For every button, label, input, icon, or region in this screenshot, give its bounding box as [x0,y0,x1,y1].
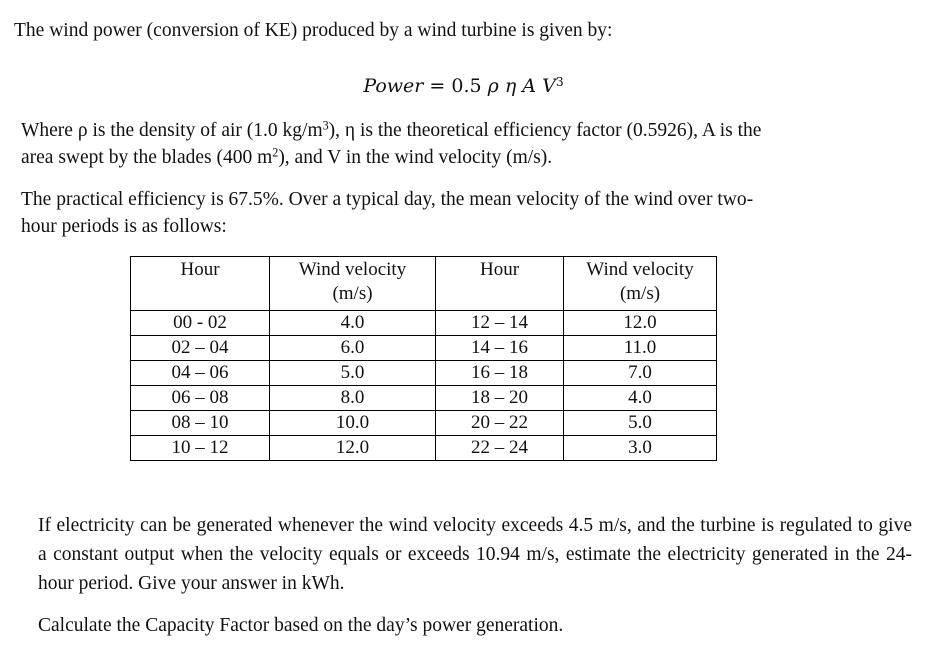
formula-velocity: V [542,75,556,97]
table-row [131,386,717,411]
hour-cell: 04 – 06 [131,361,270,386]
hour-cell: 12 – 14 [436,311,564,336]
table-row [131,361,717,386]
header-hour-label: Hour [180,259,220,280]
table-row [131,411,717,436]
velocity-cell: 6.0 [270,336,436,361]
hour-cell: 00 - 02 [131,311,270,336]
header-velocity-unit: (m/s) [332,283,373,304]
hour-cell: 02 – 04 [131,336,270,361]
velocity-cell: 8.0 [270,386,436,411]
velocity-cell: 3.0 [564,436,717,461]
table-header-row [131,257,717,311]
intro-text: The wind power (conversion of KE) produced by a wind turbine is given by: [14,20,613,41]
definitions-text: area swept by the blades (400 m [21,147,273,168]
wind-velocity-table [130,256,717,461]
question-paragraph: If electricity can be generated whenever the wind velocity exceeds 4.5 m/s, and the turbine is regulated to give a constant output when the velocity equals or exceeds 10.94 m/s, estimate the electricity generated in the 24-hour period. Give your answer in kWh. [38,515,912,594]
hour-cell: 16 – 18 [436,361,564,386]
hour-cell: 08 – 10 [131,411,270,436]
hour-cell: 10 – 12 [131,436,270,461]
header-wind-velocity [564,257,717,311]
velocity-cell: 4.0 [270,311,436,336]
header-velocity-label: Wind velocity [586,259,694,280]
header-wind-velocity [270,257,436,311]
formula-coefficient: 0.5 [451,75,482,97]
table-row [131,336,717,361]
velocity-cell: 10.0 [270,411,436,436]
formula-rho: ρ [487,75,499,97]
power-formula [0,73,927,100]
hour-cell: 18 – 20 [436,386,564,411]
definitions-text: ), and V in the wind velocity (m/s). [278,147,553,168]
superscript-3: 3 [322,118,329,133]
formula-eta: η [504,75,517,97]
hour-cell: 22 – 24 [436,436,564,461]
definitions-paragraph [21,117,761,171]
superscript-2: 2 [272,145,279,160]
capacity-factor-question: Calculate the Capacity Factor based on the day’s power generation. [38,615,564,636]
efficiency-line-2: hour periods is as follows: [21,216,227,237]
table-row [131,436,717,461]
definitions-line-2 [21,144,761,171]
efficiency-paragraph [21,186,753,240]
formula-lhs: Power [363,75,424,97]
hour-cell: 20 – 22 [436,411,564,436]
velocity-cell: 5.0 [564,411,717,436]
header-hour-label: Hour [479,259,520,280]
definitions-line-1 [21,117,761,144]
header-velocity-unit: (m/s) [619,283,661,304]
efficiency-line-1: The practical efficiency is 67.5%. Over a typical day, the mean velocity of the wind over two- [21,189,754,210]
definitions-text: Where ρ is the density of air (1.0 kg/m [21,120,323,141]
velocity-cell: 7.0 [564,361,717,386]
velocity-cell: 5.0 [270,361,436,386]
velocity-cell: 4.0 [564,386,717,411]
velocity-cell: 11.0 [564,336,717,361]
hour-cell: 06 – 08 [131,386,270,411]
velocity-cell: 12.0 [270,436,436,461]
definitions-text: ), η is the theoretical efficiency factor (0.5926), A is the [328,120,762,141]
formula-exponent: 3 [555,74,564,89]
formula-equals: = [423,75,452,97]
velocity-cell: 12.0 [564,311,717,336]
table-row [131,311,717,336]
hour-cell: 14 – 16 [436,336,564,361]
header-velocity-label: Wind velocity [298,259,407,280]
header-hour [131,257,270,311]
formula-area: A [522,75,537,97]
header-hour [436,257,564,311]
